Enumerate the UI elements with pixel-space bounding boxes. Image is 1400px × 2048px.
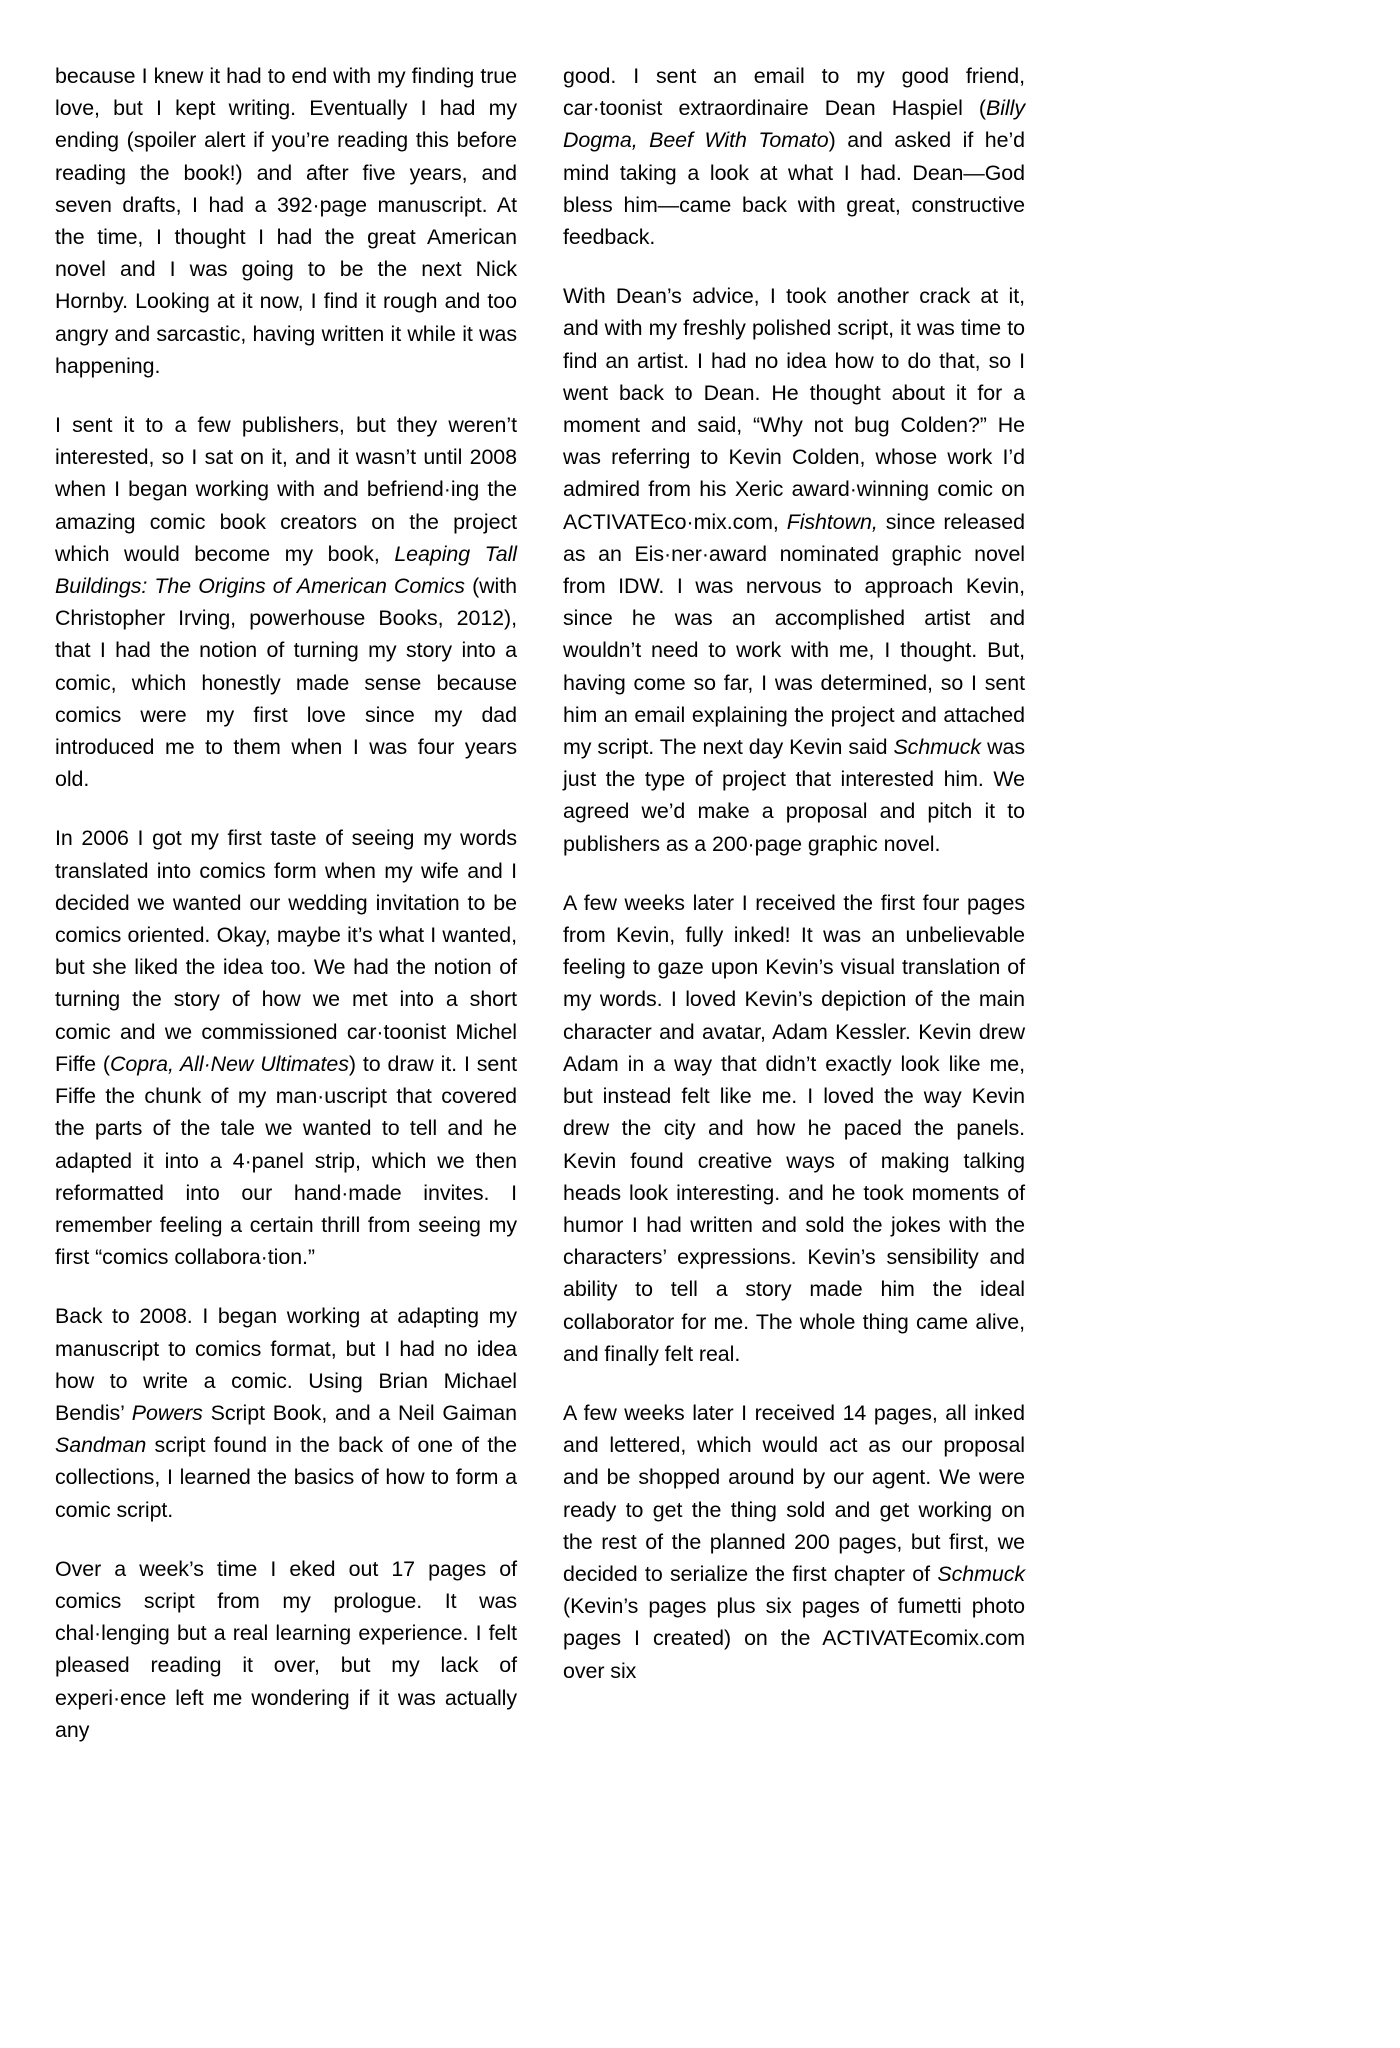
text-columns-container bbox=[55, 60, 1345, 2008]
body-paragraph bbox=[563, 280, 1025, 860]
italic-title-run: Sandman bbox=[55, 1433, 147, 1458]
body-paragraph bbox=[563, 60, 1025, 253]
text-run: In 2006 I got my first taste of seeing my words translated into comics form when my wife and I decided we wanted our wedding invitation to be comics oriented. Okay, maybe it’s what I wanted, but she liked the idea too. We had the notion of turning the story of how we met into a short comic and we commissioned car·toonist Michel Fiffe ( bbox=[55, 826, 517, 1076]
italic-title-run: Copra, All·New Ultimates bbox=[109, 1051, 349, 1076]
text-run: Script Book, and a Neil Gaiman bbox=[202, 1400, 517, 1425]
text-run: ) to draw it. I sent Fiffe the chunk of my man·uscript that covered the parts of the tale we wanted to tell and he adapted it into a 4·panel strip, which we then reformatted into our hand·made invites. I remember feeling a certain thrill from seeing my first “comics collabora·tion.” bbox=[55, 1051, 517, 1270]
text-run: good. I sent an email to my good friend, car·toonist extraordinaire Dean Haspiel ( bbox=[563, 64, 1025, 121]
text-run: Back to 2008. I began working at adapting my manuscript to comics format, but I had no idea how to write a comic. Using Brian Michael Bendis’ bbox=[55, 1304, 517, 1425]
body-paragraph bbox=[55, 1300, 517, 1525]
text-run: A few weeks later I received 14 pages, all inked and lettered, which would act as our proposal and be shopped around by our agent. We were ready to get the thing sold and get working on the rest of the planned 200 pages, but first, we decided to serialize the first chapter of bbox=[563, 1400, 1025, 1586]
italic-title-run: Leaping Tall Buildings: The Origins of American Comics bbox=[55, 541, 517, 599]
body-paragraph bbox=[55, 60, 517, 382]
italic-title-run: Powers bbox=[131, 1400, 203, 1425]
text-run: because I knew it had to end with my finding true love, but I kept writing. Eventually I had my ending (spoiler alert if you’re reading this before reading the book!) and after five years, and seven drafts, I had a 392·page manuscript. At the time, I thought I had the great American novel and I was going to be the next Nick Hornby. Looking at it now, I find it rough and too angry and sarcastic, having written it while it was happening. bbox=[55, 64, 517, 378]
text-run: Over a week’s time I eked out 17 pages of comics script from my prologue. It was chal·lenging but a real learning experience. I felt pleased reading it over, but my lack of experi·ence left me wondering if it was actually any bbox=[55, 1556, 517, 1742]
body-paragraph bbox=[563, 1397, 1025, 1687]
text-run: since released as an Eis·ner·award nominated graphic novel from IDW. I was nervous to approach Kevin, since he was an accomplished artist and wouldn’t need to work with me, I thought. But, having come so far, I was determined, so I sent him an email explaining the project and attached my script. The next day Kevin said bbox=[563, 509, 1025, 760]
text-run: was just the type of project that interested him. We agreed we’d make a proposal and pitch it to publishers as a 200·page graphic novel. bbox=[563, 735, 1025, 856]
text-run: With Dean’s advice, I took another crack at it, and with my freshly polished script, it was time to find an artist. I had no idea how to do that, so I went back to Dean. He thought about it for a moment and said, “Why not bug Colden?” He was referring to Kevin Colden, whose work I’d admired from his Xeric award·winning comic on ACTIVATEco·mix.com, bbox=[563, 284, 1025, 534]
text-run: (with Christopher Irving, powerhouse Books, 2012), that I had the notion of turning my story into a comic, which honestly made sense because comics were my first love since my dad introduced me to them when I was four years old. bbox=[55, 574, 517, 792]
text-run: (Kevin’s pages plus six pages of fumetti photo pages I created) on the ACTIVATEcomix.com over six bbox=[563, 1594, 1025, 1683]
text-run: ) and asked if he’d mind taking a look at what I had. Dean—God bless him—came back with great, constructive feedback. bbox=[563, 128, 1025, 250]
text-run: script found in the back of one of the collections, I learned the basics of how to form a comic script. bbox=[55, 1433, 517, 1522]
italic-title-run: Schmuck bbox=[893, 735, 982, 760]
body-paragraph bbox=[55, 1553, 517, 1746]
text-run: A few weeks later I received the first four pages from Kevin, fully inked! It was an unbelievable feeling to gaze upon Kevin’s visual translation of my words. I loved Kevin’s depiction of the main character and avatar, Adam Kessler. Kevin drew Adam in a way that didn’t exactly look like me, but instead felt like me. I loved the way Kevin drew the city and how he paced the panels. Kevin found creative ways of making talking heads look interesting. and he took moments of humor I had written and sold the jokes with the characters’ expressions. Kevin’s sensibility and ability to tell a story made him the ideal collaborator for me. The whole thing came alive, and finally felt real. bbox=[563, 890, 1025, 1366]
right-text-column bbox=[563, 60, 1025, 1687]
body-paragraph bbox=[55, 409, 517, 795]
text-run: I sent it to a few publishers, but they weren’t interested, so I sat on it, and it wasn’t until 2008 when I began working with and befriend·ing the amazing comic book creators on the project which would become my book, bbox=[55, 413, 517, 566]
body-paragraph bbox=[563, 887, 1025, 1370]
italic-title-run: Billy Dogma, Beef With Tomato bbox=[563, 96, 1025, 153]
left-text-column bbox=[55, 60, 517, 1746]
italic-title-run: Schmuck bbox=[937, 1561, 1025, 1586]
italic-title-run: Fishtown, bbox=[786, 509, 878, 534]
body-paragraph bbox=[55, 822, 517, 1273]
